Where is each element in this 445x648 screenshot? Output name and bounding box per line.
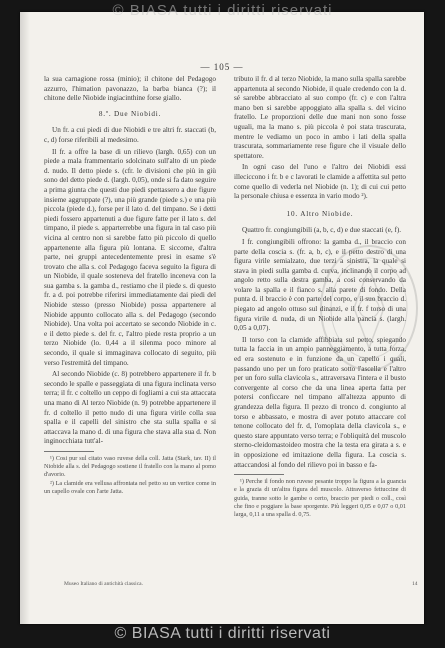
left-paragraph-1: Un fr. a cui piedi di due Niobidi e tre altri fr. staccati (b, c, d) forse riferibili al medesimo. bbox=[44, 126, 216, 144]
right-footnotes bbox=[234, 478, 406, 519]
footnote-rule-left bbox=[44, 451, 94, 452]
left-footnote-1: ¹) Cosi pur sul citato vaso ruvese della coll. Jatta (Stark, tav. II) il Niobide alla s. del Pedagogo sostiene il fratello con la mano al pomo d'avorio. bbox=[44, 454, 216, 479]
gutter-shadow bbox=[20, 12, 30, 624]
left-column bbox=[44, 75, 216, 496]
right-footnote-1: ¹) Perche il fondo non ruvese pesante troppo la figura a la guancia e la grazia di un'altra figura del muscolo. Attraverso fettuccine di guida, tranne sotto le gambe o certo, braccio per piedi o coll., così che fino e poggiare la base sporgente. Più leggeri 0,05 e 0,07 o 0,01 larga, 0,11 a una spalla d. 0,75. bbox=[234, 478, 406, 518]
page-number: — 105 — bbox=[200, 62, 244, 72]
left-footnotes bbox=[44, 455, 216, 496]
right-paragraph-4: Il torso con la clamide affibbiata sul petto, spiegando tutta la faccia in un ampio panneggiamento, a tutta forza, ed era sostenuto e in funzione da un capello i quali, passando uno per un foro praticato sotto l'ascella e l'altro per un foro sulla clavicola s., attraversava l'intera e il busto convergente al corso che da una linea aperta fatta per potersi conficcare nel timpano all'altezza appunto di grandezza della figura. Il pezzo di tronco d. congiunto al torso e abbassato, e mostra di aver potuto attaccare col tenone collocato del fr. d, l'omoplata della clavicola s., e questo stare appuntato verso terra; e l'obliquità del muscolo sterno-cleidomastoideo mostra che la testa era girata a s. e in opposizione ed imitazione della figura. La coscia s. attaccandosi al fondo del rilievo poi in basso e fa- bbox=[234, 335, 406, 469]
left-footnote-2: ²) La clamide era vellusa affrontata nel petto su un vertice come in un capello ovale con l'arte Jatta. bbox=[44, 479, 216, 495]
right-column bbox=[234, 75, 406, 519]
section-heading-10: 10. Altro Niobide. bbox=[286, 209, 354, 218]
right-paragraph-1: In ogni caso del l'uno e l'altro dei Niobidi essi illeciccono i fr. b e c lavorati le clamide a affettita sul petto come quello di vederla nel Niobide (n. 1); di cui cui petto la personale chiusa e essenza in vario modo ²). bbox=[234, 163, 406, 201]
left-paragraph-0: la sua carnagione rossa (minio); il chitone del Pedagogo azzurro, l'himation pavonazzo, la barba bianca (?); il chitone delle Niobide ingiacinthine forse giallo. bbox=[44, 75, 216, 103]
document-page bbox=[20, 12, 424, 624]
signature-mark-left: Museo Italiano di antichità classica. bbox=[64, 581, 143, 587]
signature-mark-right: 14 bbox=[412, 581, 418, 587]
left-paragraph-2: Il fr. a offre la base di un rilievo (largh. 0,65) con un piede a mala frammentario sdolcinato sull'alto di un piede d. nudo. Il detto piede s. (cfr. le divisioni che più in giù sono del detto piede d. (largh. 0,05), onde si fa dato seguire a prima giunta che questi due piedi spettassero a due figure insieme aggruppate (?), una più grande (piede s.) e una più piccola (piede d.), forse per il lato d. del timpano. Se i detti piedi fossero appartenuti a due figure fatte per il lato s. del timpano, il piede s. apparterrebbe una figura in tal caso più vicina al centro non si sarebbe fatto più piccolo di quello appartenente alla figura più lontana. E siccome, d'altra parte, nei gruppi antecedentemente presi in esame s'è trovato che alla s. col Pedagogo faceva seguito la figura di un Niobide, il quale sosteneva del fratello inceneva con la sua gamba s. la gamba d., restiamo che il piede s. di questo fr. a d. poi potrebbe riferirsi immediatamente dai piedi del Niobide stesso (presso Niobide) possa appartenere al Niobide appunto collocato alla s. del Pedagogo (secondo Niobide). Una volta poi accertato se secondo Niobide in c. e il detto piede s. del fr. c, l'altro piede resta proprio a un terzo Niobide (lo. 0,44 a il silenma poco minore al secondo, il quale si immaginava collocato di seguito, più verso l'estremità del timpano. bbox=[44, 147, 216, 367]
watermark-bottom: © BIASA tutti i diritti riservati bbox=[114, 625, 331, 642]
right-paragraph-2: Quattro fr. congiungibili (a, b, c, d) e due staccati (e, f). bbox=[242, 226, 402, 235]
right-paragraph-3: I fr. congiungibili offrono: la gamba d., il braccio con parte della coscia s. (fr. a, b, c), e il petto destro di una figura virile semialzato, due terzi a sinistra, la quale si stava in piedi sulla gamba d. curva, inclinando il corpo ad angolo retto sulla destra gamba, a così conservando da volare la spalla e il fianco s. alla parete di fondo. Della punta d. il braccio è con parte del corpo, e il suo braccio d. piegato ad angolo ottuso sul dinanzi, e il fr. f torso di una figura virile d. nuda, di un Niobide alla pancia s. (largh. 0,05 a 0,07). bbox=[234, 237, 406, 333]
watermark-top: © BIASA tutti i diritti riservati bbox=[112, 2, 333, 19]
footnote-rule-right bbox=[234, 474, 284, 475]
left-paragraph-3: Al secondo Niobide (c. 8) potrebbero appartenere il fr. b secondo le spalle e passeggiata di una figura inclinata verso terra; il fr. c coltello un ceppo di fogliami a cui sta attaccata una mano di Al terzo Niobide (n. 9) potrebbe appartenere il fr. d coltello il petto nudo di una figura virile colla sua spalla e il capelli del sinistro che sta sulla spalla e si attaccava la mano d. di una figura che stava alla sua d. Non inginocchiata tutt'al- bbox=[44, 370, 216, 446]
section-heading-8: 8.º. Due Niobidi. bbox=[98, 109, 162, 118]
right-paragraph-0: tributo il fr. d al terzo Niobide, la mano sulla spalla sarebbe appartenuta al secondo Niobide, il quale credendo con la d. sé sarebbe abbracciato al suo compo (fr. c) e con l'altra mano ben si sarebbe appoggiato alla spalla s. del vicino fratello. Le proporzioni delle due mani non sono fosse uguali, ma la mano s. più piccola è poi stata trascurata, mentre le vediamo un poco in ambo i lati della spalla trascurata, sommariamente rese figure che il visuale dello spettatore. bbox=[234, 75, 406, 160]
